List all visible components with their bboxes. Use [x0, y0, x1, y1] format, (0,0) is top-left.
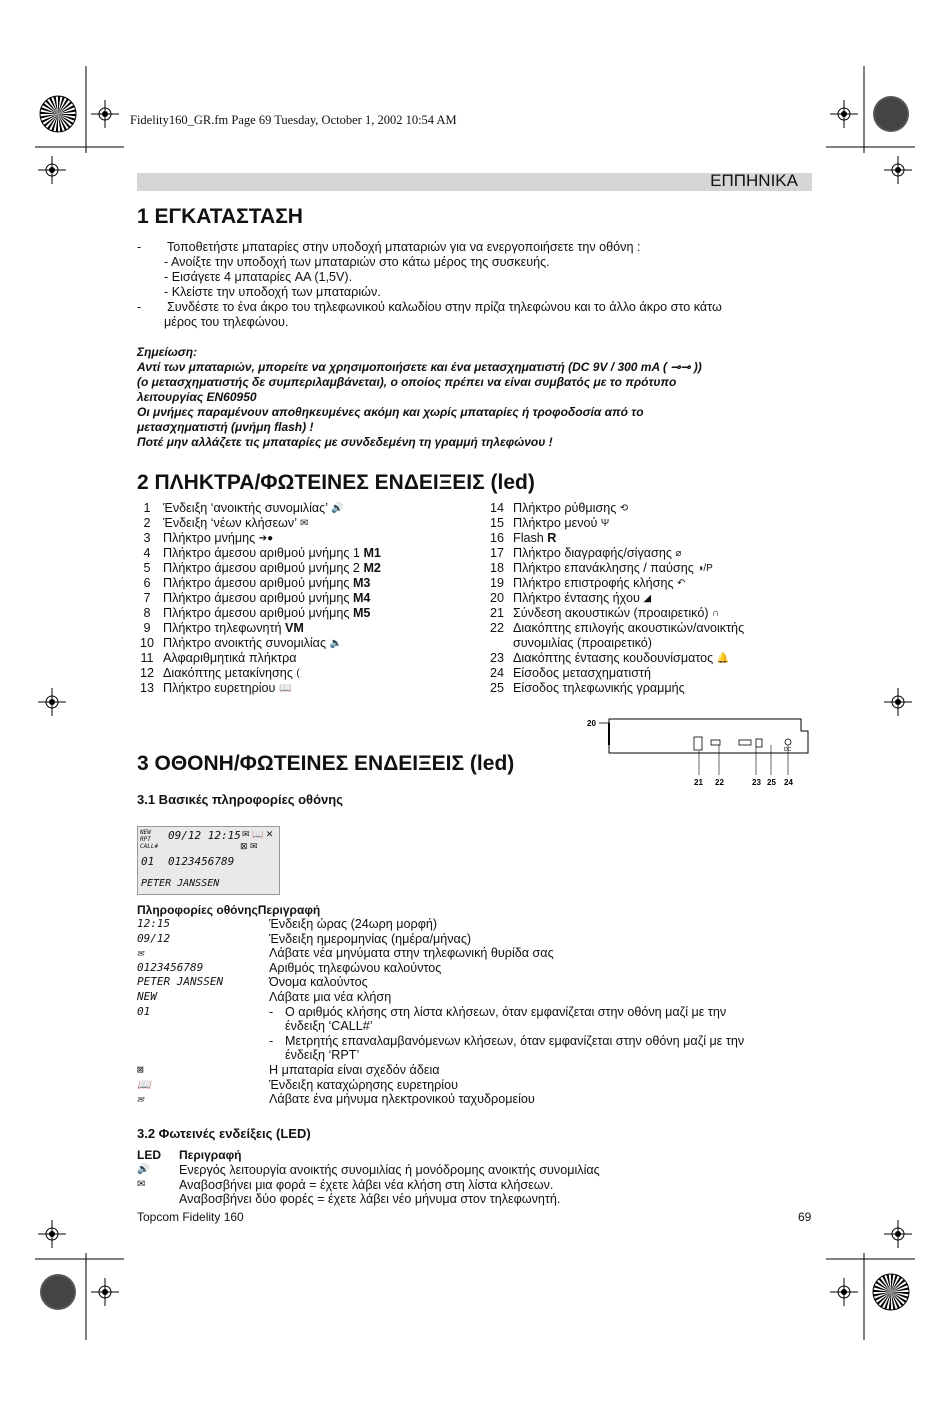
display-value: ένδειξη ‘RPT’ [285, 1048, 360, 1063]
key-label-text: Πλήκτρο ευρετηρίου [163, 681, 279, 695]
key-number: 13 [139, 681, 154, 695]
display-table-header: Πληροφορίες οθόνηςΠεριγραφή [137, 903, 321, 917]
key-label-text: Ένδειξη ‘ανοικτής συνομιλίας’ [163, 501, 332, 515]
subsection-3-2: 3.2 Φωτεινές ενδείξεις (LED) [137, 1126, 311, 1141]
key-number: 2 [143, 516, 151, 530]
key-icon: Ψ [600, 518, 610, 530]
key-label-text: Πλήκτρο άμεσου αριθμού μνήμης 2 [163, 561, 364, 575]
key-number: 17 [489, 546, 504, 560]
key-number: 8 [143, 606, 151, 620]
key-label-text: Είσοδος μετασχηματιστή [513, 666, 651, 680]
key-list-item [487, 666, 817, 681]
key-list-item [487, 681, 817, 696]
key-label-bold: M1 [363, 546, 381, 560]
install-text: Συνδέστε το ένα άκρο του τηλεφωνικού καλωδίου στην πρίζα τηλεφώνου και το άλλο άκρο στο κάτω [167, 300, 722, 314]
key-label-text: Πλήκτρο μνήμης [163, 531, 259, 545]
key-label [513, 681, 685, 696]
display-value: Ένδειξη ώρας (24ωρη μορφή) [269, 917, 438, 931]
display-value: Λάβατε μια νέα κλήση [269, 989, 392, 1004]
key-label [163, 621, 304, 636]
diagram-label-20: 20 [587, 719, 596, 728]
key-label [163, 501, 344, 516]
key-label [163, 531, 273, 546]
key-number: 25 [489, 681, 504, 695]
language-bar [137, 173, 812, 191]
display-key: 0123456789 [137, 960, 204, 974]
note-line: Ποτέ μην αλλάζετε τις μπαταρίες με συνδεδεμένη τη γραμμή τηλεφώνου ! [137, 435, 553, 449]
print-header: Fidelity160_GR.fm Page 69 Tuesday, October 1, 2002 10:54 AM [130, 113, 457, 127]
key-label [513, 606, 719, 621]
display-value: Η μπαταρία είναι σχεδόν άδεια [269, 1062, 440, 1077]
key-number: 1 [143, 501, 151, 515]
display-value: ένδειξη ‘CALL#’ [285, 1019, 373, 1034]
key-label-text: Είσοδος τηλεφωνικής γραμμής [513, 681, 685, 695]
key-list-item [487, 636, 817, 651]
install-line [137, 255, 817, 270]
diagram-label-24: 24 [784, 778, 793, 787]
key-label [513, 636, 652, 651]
display-table-row [137, 917, 817, 932]
display-table-row [137, 946, 817, 961]
key-label [163, 681, 291, 696]
key-list-item [137, 561, 477, 576]
lcd-num-label: 01 [141, 855, 155, 868]
key-number: 10 [139, 636, 154, 650]
display-value: Ένδειξη καταχώρησης ευρετηρίου [269, 1077, 458, 1092]
key-number: 7 [143, 591, 151, 605]
key-label [513, 591, 651, 606]
key-number: 16 [489, 531, 504, 545]
key-list-item [487, 606, 817, 621]
key-label-text: συνομιλίας (προαιρετικό) [513, 636, 652, 650]
key-label [513, 546, 681, 561]
display-key: ✉ [137, 946, 144, 960]
lcd-display [137, 826, 280, 895]
lcd-icons: ✉ 📖 ✕ [242, 829, 274, 839]
lcd-battery-icon: ⊠ ✉ [240, 841, 258, 851]
key-label-bold: M2 [363, 561, 381, 575]
key-icon: ➔● [258, 533, 274, 545]
display-table-row [137, 975, 817, 990]
note-line: λειτουργίας EN60950 [137, 390, 257, 404]
key-number: 20 [489, 591, 504, 605]
key-number: 12 [139, 666, 154, 680]
display-table-row [137, 961, 817, 976]
install-line [137, 240, 817, 255]
note-line: μετασχηματιστή (μνήμη flash) ! [137, 420, 314, 434]
key-label [163, 561, 381, 576]
key-number: 22 [489, 621, 504, 635]
key-list-item [137, 666, 477, 681]
key-number: 21 [489, 606, 504, 620]
key-label [513, 666, 651, 681]
display-dash: - [269, 1033, 274, 1048]
install-text: - Εισάγετε 4 μπαταρίες AA (1,5V). [164, 270, 353, 284]
led-table [137, 1163, 817, 1207]
language-label: ΕΠΠΗΝΙΚΑ [710, 171, 798, 190]
install-dash: - [137, 240, 142, 254]
display-table-row [137, 932, 817, 947]
keys-list-right [487, 501, 817, 696]
key-icon: ⌀ [675, 548, 682, 560]
footer-left: Topcom Fidelity 160 [137, 1210, 244, 1224]
display-key: ⊠ [137, 1062, 144, 1076]
section2-title: 2 ΠΛΗΚΤΡΑ/ΦΩΤΕΙΝΕΣ ΕΝΔΕΙΞΕΙΣ (led) [137, 471, 535, 494]
key-label-text: Πλήκτρο άμεσου αριθμού μνήμης [163, 576, 353, 590]
dc-label: DC [784, 747, 792, 753]
key-number: 5 [143, 561, 151, 575]
led-description: Αναβοσβήνει μια φορά = έχετε λάβει νέα κλήση στη λίστα κλήσεων. [179, 1177, 554, 1192]
key-number: 23 [489, 651, 504, 665]
key-list-item [487, 546, 817, 561]
section1-note [137, 345, 817, 450]
key-number: 15 [489, 516, 504, 530]
key-list-item [137, 636, 477, 651]
key-label-text: Πλήκτρο άμεσου αριθμού μνήμης [163, 606, 353, 620]
install-line [137, 270, 817, 285]
key-list-item [137, 531, 477, 546]
key-number: 6 [143, 576, 151, 590]
key-list-item [137, 651, 477, 666]
key-label-text: Flash [513, 531, 548, 545]
key-icon: 🔈 [329, 638, 342, 650]
key-list-item [487, 531, 817, 546]
key-number: 14 [489, 501, 504, 515]
key-label-text: Αλφαριθμητικά πλήκτρα [163, 651, 297, 665]
key-label [513, 531, 556, 546]
led-table-row [137, 1192, 817, 1207]
led-description: Αναβοσβήνει δύο φορές = έχετε λάβει νέο μήνυμα στον τηλεφωνητή. [179, 1192, 561, 1207]
note-line: Οι μνήμες παραμένουν αποθηκευμένες ακόμη και χωρίς μπαταρίες ή τροφοδοσία από το [137, 405, 644, 419]
install-text: - Κλείστε την υποδοχή των μπαταριών. [164, 285, 381, 299]
key-list-item [487, 501, 817, 516]
diagram-label-25: 25 [767, 778, 776, 787]
display-value: Λάβατε ένα μήνυμα ηλεκτρονικού ταχυδρομείου [269, 1092, 535, 1107]
display-table [137, 917, 817, 1107]
key-label-text: Διακόπτης επιλογής ακουστικών/ανοικτής [513, 621, 745, 635]
key-label [163, 576, 370, 591]
install-line [137, 315, 817, 330]
display-table-row [137, 1048, 817, 1063]
install-text: - Ανοίξτε την υποδοχή των μπαταριών στο κάτω μέρος της συσκευής. [164, 255, 550, 269]
led-description: Ενεργός λειτουργία ανοικτής συνομιλίας ή μονόδρομης ανοικτής συνομιλίας [179, 1163, 600, 1177]
display-key: 12:15 [137, 917, 171, 930]
section3-title: 3 ΟΘΟΝΗ/ΦΩΤΕΙΝΕΣ ΕΝΔΕΙΞΕΙΣ (led) [137, 752, 515, 775]
display-table-row [137, 1063, 817, 1078]
led-icon: 🔊 [137, 1164, 150, 1175]
key-list-item [137, 576, 477, 591]
key-label [513, 621, 744, 636]
key-label [513, 501, 628, 516]
key-list-item [487, 591, 817, 606]
note-line: (ο μετασχηματιστής δε συμπεριλαμβάνεται), ο οποίος πρέπει να είναι συμβατός με το πρότυπο [137, 375, 677, 389]
led-table-row [137, 1163, 817, 1178]
key-label-text: Πλήκτρο ρύθμισης [513, 501, 620, 515]
display-key: PETER JANSSEN [137, 975, 224, 989]
key-label-text: Πλήκτρο τηλεφωνητή [163, 621, 286, 635]
key-label-text: Διακόπτης έντασης κουδουνίσματος [513, 651, 717, 665]
key-label [513, 576, 685, 591]
key-label-text: Ένδειξη ‘νέων κλήσεων’ [163, 516, 301, 530]
key-label [513, 561, 713, 576]
display-table-row [137, 1019, 817, 1034]
key-label [163, 591, 370, 606]
led-header: LED Περιγραφή [137, 1148, 242, 1162]
key-label [163, 546, 381, 561]
side-connector-diagram [585, 715, 815, 790]
keys-list-left [137, 501, 477, 696]
key-label [513, 516, 609, 531]
key-label-text: Πλήκτρο επανάκλησης / παύσης [513, 561, 698, 575]
subsection-3-1: 3.1 Βασικές πληροφορίες οθόνης [137, 792, 343, 807]
key-list-item [137, 546, 477, 561]
key-label-text: Πλήκτρο άμεσου αριθμού μνήμης [163, 591, 353, 605]
key-number: 24 [489, 666, 504, 680]
note-line: Αντί των μπαταριών, μπορείτε να χρησιμοποιήσετε και ένα μετασχηματιστή (DC 9V / 300 mA ( ⊸⊸ )) [137, 360, 702, 374]
diagram-label-21: 21 [694, 778, 703, 787]
display-value: Λάβατε νέα μηνύματα στην τηλεφωνική θυρίδα σας [269, 946, 554, 961]
lcd-flags: NEW RPT CALL# [140, 829, 159, 850]
key-icon: ( [296, 668, 300, 680]
key-list-item [487, 621, 817, 636]
key-label [163, 636, 342, 651]
diagram-label-23: 23 [752, 778, 761, 787]
key-icon: ⟲ [619, 503, 629, 515]
display-value: Ένδειξη ημερομηνίας (ημέρα/μήνας) [269, 931, 472, 946]
display-key: NEW [137, 989, 157, 1003]
display-value: Όνομα καλούντος [269, 975, 368, 990]
key-number: 11 [140, 651, 154, 665]
key-list-item [487, 576, 817, 591]
key-icon: 🔔 [716, 653, 730, 665]
display-key: 📖 [137, 1077, 151, 1091]
install-text: Τοποθετήστε μπαταρίες στην υποδοχή μπαταριών για να ενεργοποιήσετε την οθόνη : [167, 240, 641, 254]
lcd-number: 0123456789 [168, 855, 235, 868]
key-label-bold: VM [285, 621, 304, 635]
key-icon: 🔊 [331, 503, 344, 515]
key-icon: ↶ [677, 578, 686, 590]
key-label-bold: M3 [352, 576, 371, 590]
key-list-item [487, 651, 817, 666]
footer-page: 69 [798, 1210, 812, 1224]
key-number: 4 [143, 546, 151, 560]
key-list-item [137, 606, 477, 621]
install-dash: - [137, 300, 142, 314]
key-list-item [137, 516, 477, 531]
display-table-row [137, 990, 817, 1005]
lcd-name: PETER JANSSEN [141, 878, 220, 889]
display-value: Ο αριθμός κλήσης στη λίστα κλήσεων, όταν εμφανίζεται στην οθόνη μαζί με την [285, 1004, 727, 1019]
key-label-bold: M5 [352, 606, 371, 620]
key-list-item [137, 591, 477, 606]
install-line [137, 285, 817, 300]
key-icon: ✉ [300, 518, 309, 530]
display-table-row [137, 1005, 817, 1020]
key-label-bold: M4 [352, 591, 371, 605]
key-icon: ∩ [712, 608, 720, 620]
display-table-row [137, 1078, 817, 1093]
display-dash: - [269, 1004, 274, 1019]
key-list-item [137, 501, 477, 516]
key-list-item [137, 621, 477, 636]
key-number: 19 [489, 576, 504, 590]
key-label-text: Πλήκτρο επιστροφής κλήσης [513, 576, 678, 590]
key-label [163, 666, 300, 681]
section1-body [137, 240, 817, 330]
key-number: 3 [143, 531, 151, 545]
display-key: ✉ [137, 1092, 144, 1106]
key-list-item [487, 561, 817, 576]
key-list-item [137, 681, 477, 696]
led-icon: ✉ [137, 1178, 146, 1190]
display-value: Αριθμός τηλεφώνου καλούντος [269, 960, 442, 975]
key-label [163, 516, 308, 531]
key-label-text: Πλήκτρο μενού [513, 516, 601, 530]
key-label [163, 606, 370, 621]
key-label-text: Σύνδεση ακουστικών (προαιρετικό) [513, 606, 713, 620]
lcd-datetime: 09/12 12:15 [168, 829, 241, 842]
key-icon: ◢ [643, 593, 652, 605]
led-table-row [137, 1178, 817, 1193]
key-list-item [487, 516, 817, 531]
key-icon: ◑/P [697, 563, 713, 575]
diagram-label-22: 22 [715, 778, 724, 787]
key-label-bold: R [547, 531, 557, 545]
display-table-row [137, 1034, 817, 1049]
note-title: Σημείωση: [137, 345, 198, 359]
display-value: Μετρητής επαναλαμβανόμενων κλήσεων, όταν εμφανίζεται στην οθόνη μαζί με την [285, 1033, 745, 1048]
key-number: 18 [489, 561, 504, 575]
key-label-text: Διακόπτης μετακίνησης [163, 666, 297, 680]
key-icon: 📖 [278, 683, 292, 695]
key-label [163, 651, 297, 666]
key-label-text: Πλήκτρο έντασης ήχου [513, 591, 644, 605]
section1-title: 1 ΕΓΚΑΤΑΣΤΑΣΗ [137, 205, 303, 228]
display-key: 09/12 [137, 931, 171, 945]
display-key: 01 [137, 1004, 151, 1018]
install-line [137, 300, 817, 315]
key-label-text: Πλήκτρο άμεσου αριθμού μνήμης 1 [163, 546, 364, 560]
key-label-text: Πλήκτρο διαγραφής/σίγασης [513, 546, 676, 560]
display-table-row [137, 1092, 817, 1107]
install-text: μέρος του τηλεφώνου. [164, 315, 289, 329]
key-label [513, 651, 729, 666]
key-number: 9 [143, 621, 151, 635]
key-label-text: Πλήκτρο ανοικτής συνομιλίας [163, 636, 330, 650]
